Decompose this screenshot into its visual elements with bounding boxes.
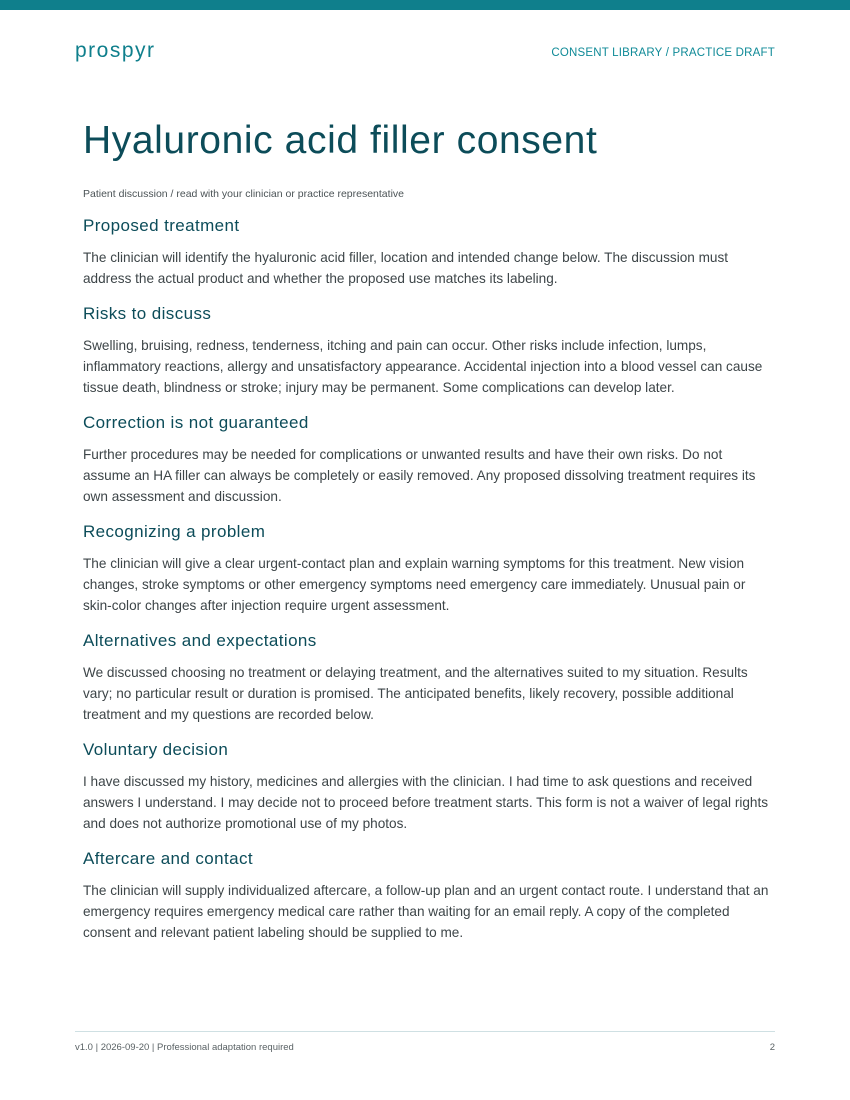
brand-logo: prospyr [75, 39, 156, 62]
page-number: 2 [769, 1042, 775, 1053]
section-proposed-treatment [83, 215, 773, 289]
section-heading: Aftercare and contact [83, 849, 253, 868]
section-body: I have discussed my history, medicines and allergies with the clinician. I had time to ask questions and received answers I understand. I may decide not to proceed before treatment starts. This form is not a waiver of legal rights and does not authorize promotional use of my photos. [83, 774, 769, 831]
document-content [83, 118, 773, 943]
section-heading: Recognizing a problem [83, 522, 266, 541]
footer-version-info: v1.0 | 2026-09-20 | Professional adaptation required [75, 1042, 294, 1053]
section-heading: Correction is not guaranteed [83, 413, 309, 432]
page-header [75, 36, 775, 66]
section-body: The clinician will supply individualized aftercare, a follow-up plan and an urgent contact route. I understand that an emergency requires emergency medical care rather than waiting for an email reply. A copy of the completed consent and relevant patient labeling should be supplied to me. [83, 883, 769, 940]
section-heading: Risks to discuss [83, 304, 212, 323]
section-body: The clinician will identify the hyaluronic acid filler, location and intended change below. The discussion must address the actual product and whether the proposed use matches its labeling. [83, 250, 729, 286]
section-heading: Alternatives and expectations [83, 631, 317, 650]
section-heading: Voluntary decision [83, 740, 229, 759]
section-aftercare-and-contact [83, 848, 773, 943]
page-subtitle: Patient discussion / read with your clinician or practice representative [83, 188, 404, 200]
section-risks-to-discuss [83, 303, 773, 398]
section-voluntary-decision [83, 739, 773, 834]
page-title: Hyaluronic acid filler consent [83, 119, 598, 162]
section-body: Further procedures may be needed for complications or unwanted results and have their own risks. Do not assume an HA filler can always be completely or easily removed. Any proposed dissolving treatment requires its own assessment and discussion. [83, 447, 756, 504]
footer-divider [75, 1031, 775, 1032]
section-body: We discussed choosing no treatment or delaying treatment, and the alternatives suited to my situation. Results vary; no particular result or duration is promised. The anticipated benefits, likely recovery, possible additional treatment and my questions are recorded below. [83, 665, 748, 722]
section-heading: Proposed treatment [83, 216, 240, 235]
header-breadcrumb: CONSENT LIBRARY / PRACTICE DRAFT [551, 47, 775, 59]
section-alternatives-and-expectations [83, 630, 773, 725]
section-body: Swelling, bruising, redness, tenderness, itching and pain can occur. Other risks include infection, lumps, inflammatory reactions, allergy and unsatisfactory appearance. Accidental injection into a blood vessel can cause tissue death, blindness or stroke; injury may be permanent. Some complications can develop later. [83, 338, 763, 395]
section-recognizing-a-problem [83, 521, 773, 616]
section-body: The clinician will give a clear urgent-contact plan and explain warning symptoms for this treatment. New vision changes, stroke symptoms or other emergency symptoms need emergency care immediately. Unusual pain or skin-color changes after injection require urgent assessment. [83, 556, 746, 613]
section-correction-not-guaranteed [83, 412, 773, 507]
top-accent-bar [0, 0, 850, 10]
